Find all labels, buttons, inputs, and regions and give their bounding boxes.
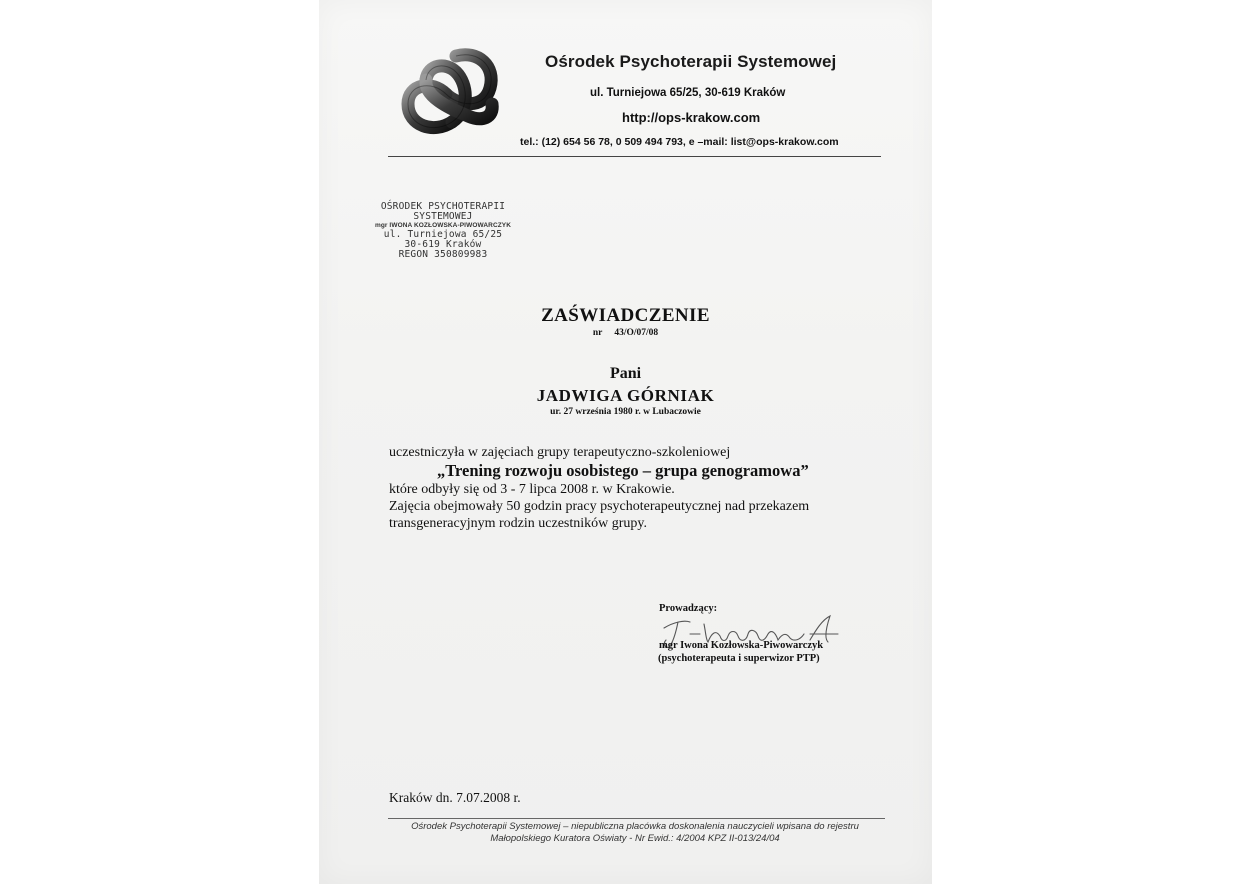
number-label: nr (592, 328, 603, 338)
organization-stamp (362, 202, 524, 260)
stamp-line: REGON 350809983 (398, 249, 488, 260)
knot-logo-icon (398, 44, 502, 140)
issue-date: Kraków dn. 7.07.2008 r. (389, 790, 521, 805)
stamp-line: mgr IWONA KOZŁOWSKA-PIWOWARCZYK (374, 222, 512, 229)
salutation: Pani (609, 365, 642, 382)
organization-address: ul. Turniejowa 65/25, 30-619 Kraków (590, 87, 786, 99)
body-line: transgeneracyjnym rodzin uczestników grupy. (389, 516, 648, 531)
stamp-line: SYSTEMOWEJ (413, 211, 473, 222)
organization-website: http://ops-krakow.com (622, 110, 761, 125)
signatory-title: (psychoterapeuta i superwizor PTP) (658, 653, 820, 664)
organization-contact: tel.: (12) 654 56 78, 0 509 494 793, e –mail: list@ops-krakow.com (520, 136, 839, 148)
certificate-title: ZAŚWIADCZENIE (541, 305, 710, 326)
course-name: „Trening rozwoju osobistego – grupa genogramowa” (437, 461, 809, 480)
footer-divider (388, 818, 885, 819)
stamp-line: 30-619 Kraków (404, 239, 482, 250)
signatory-label: Prowadzący: (659, 603, 718, 614)
signatory-name: mgr Iwona Kozłowska-Piwowarczyk (659, 640, 824, 651)
recipient-name: JADWIGA GÓRNIAK (536, 386, 715, 405)
footer-line: Małopolskiego Kuratora Oświaty - Nr Ewid.: 4/2004 KPZ II-013/24/04 (490, 833, 780, 844)
number-value: 43/O/07/08 (614, 328, 659, 338)
header-divider (388, 156, 881, 157)
stamp-line: OŚRODEK PSYCHOTERAPII (380, 201, 506, 212)
stamp-line: ul. Turniejowa 65/25 (383, 229, 503, 240)
body-line: uczestniczyła w zajęciach grupy terapeutyczno-szkoleniowej (389, 445, 731, 460)
body-line: które odbyły się od 3 - 7 lipca 2008 r. w Krakowie. (389, 482, 675, 497)
certificate-number (319, 328, 932, 338)
recipient-birth: ur. 27 września 1980 r. w Lubaczowie (550, 407, 701, 417)
organization-name: Ośrodek Psychoterapii Systemowej (545, 52, 837, 71)
body-line: Zajęcia obejmowały 50 godzin pracy psychoterapeutycznej nad przekazem (389, 499, 810, 514)
footer-line: Ośrodek Psychoterapii Systemowej – niepubliczna placówka doskonalenia nauczycieli wpisana do rejestru (411, 821, 859, 832)
